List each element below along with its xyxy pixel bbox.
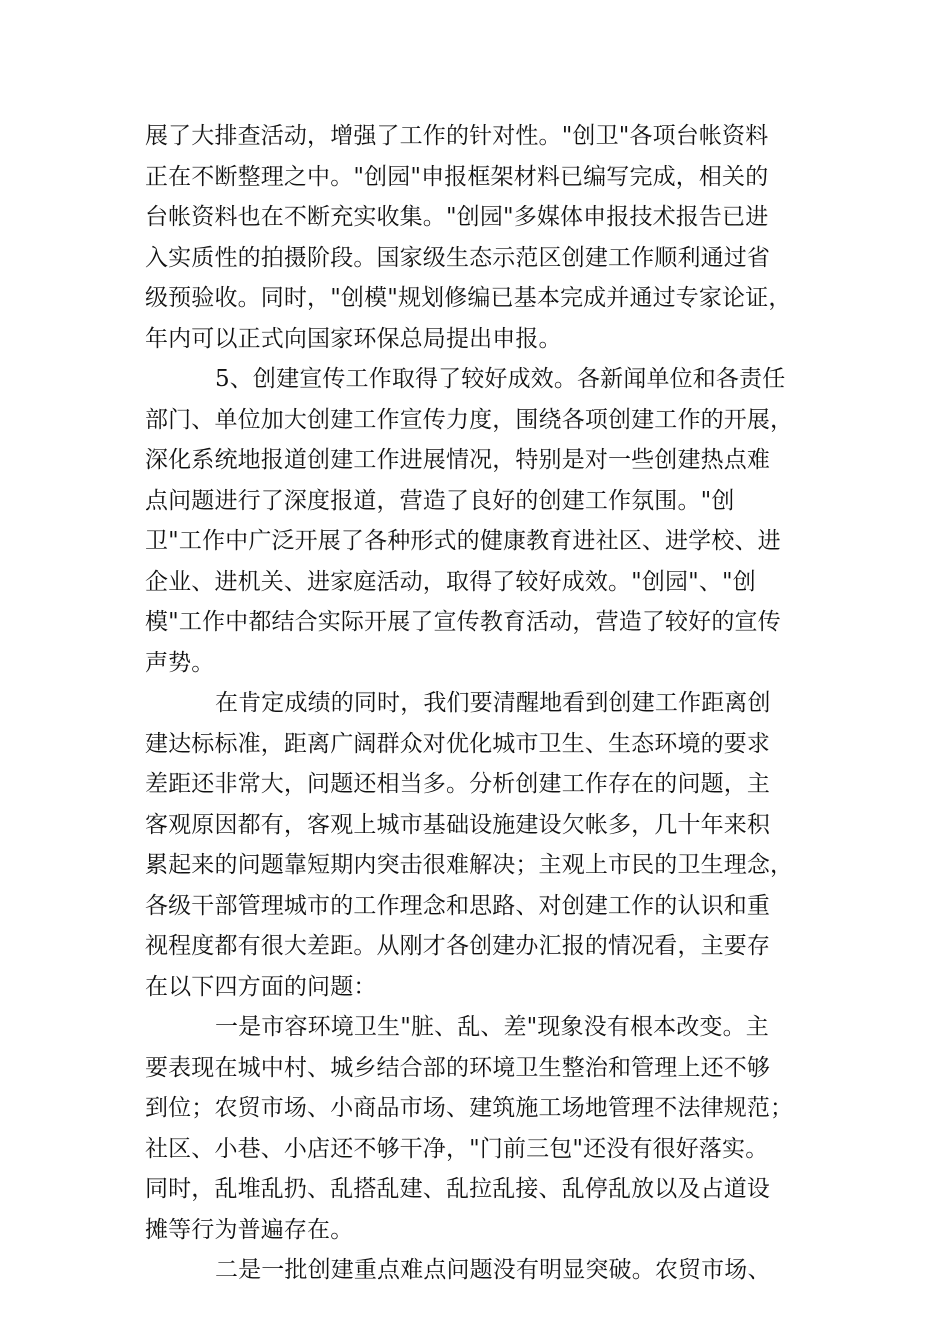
paragraph-start-line: 5、创建宣传工作取得了较好成效。各新闻单位和各责任: [215, 366, 786, 392]
paragraph-start-line: 一是市容环境卫生"脏、乱、差"现象没有根本改变。主: [215, 1014, 769, 1040]
text-line: 在以下四方面的问题：: [145, 973, 377, 1000]
text-line: 到位；农贸市场、小商品市场、建筑施工场地管理不法律规范；: [145, 1095, 794, 1121]
text-line: 客观原因都有，客观上城市基础设施建设欠帐多，几十年来积: [145, 811, 771, 838]
text-line: 建达标标准，距离广阔群众对优化城市卫生、生态环境的要求: [145, 730, 771, 757]
text-line: 正在不断整理之中。"创园"申报框架材料已编写完成，相关的: [145, 163, 769, 190]
paragraph-start-line: 二是一批创建重点难点问题没有明显突破。农贸市场、: [215, 1257, 771, 1283]
text-line: 部门、单位加大创建工作宣传力度，围绕各项创建工作的开展，: [145, 406, 794, 433]
text-line: 社区、小巷、小店还不够干净，"门前三包"还没有很好落实。: [145, 1135, 769, 1162]
text-line: 台帐资料也在不断充实收集。"创园"多媒体申报技术报告已进: [145, 204, 769, 230]
text-line: 各级干部管理城市的工作理念和思路、对创建工作的认识和重: [145, 892, 771, 919]
text-line: 要表现在城中村、城乡结合部的环境卫生整治和管理上还不够: [145, 1054, 771, 1081]
text-line: 差距还非常大，问题还相当多。分析创建工作存在的问题，主: [145, 771, 771, 797]
text-line: 声势。: [145, 649, 215, 676]
text-line: 累起来的问题靠短期内突击很难解决；主观上市民的卫生理念，: [145, 852, 794, 878]
text-line: 视程度都有很大差距。从刚才各创建办汇报的情况看，主要存: [145, 933, 771, 959]
text-line: 点问题进行了深度报道，营造了良好的创建工作氛围。"创: [145, 487, 735, 514]
text-line: 级预验收。同时，"创模"规划修编已基本完成并通过专家论证，: [145, 285, 792, 311]
text-line: 同时，乱堆乱扔、乱搭乱建、乱拉乱接、乱停乱放以及占道设: [145, 1176, 771, 1202]
text-line: 年内可以正式向国家环保总局提出申报。: [145, 325, 562, 352]
text-line: 入实质性的拍摄阶段。国家级生态示范区创建工作顺利通过省: [145, 244, 771, 271]
text-line: 展了大排查活动，增强了工作的针对性。"创卫"各项台帐资料: [145, 123, 769, 149]
text-line: 深化系统地报道创建工作进展情况，特别是对一些创建热点难: [145, 447, 771, 473]
paragraph-start-line: 在肯定成绩的同时，我们要清醒地看到创建工作距离创: [215, 690, 771, 716]
document-body: [145, 116, 810, 1291]
text-line: 摊等行为普遍存在。: [145, 1216, 354, 1243]
text-line: 模"工作中都结合实际开展了宣传教育活动，营造了较好的宣传: [145, 609, 781, 635]
text-line: 企业、进机关、进家庭活动，取得了较好成效。"创园"、"创: [145, 568, 756, 595]
text-line: 卫"工作中广泛开展了各种形式的健康教育进社区、进学校、进: [145, 528, 781, 554]
